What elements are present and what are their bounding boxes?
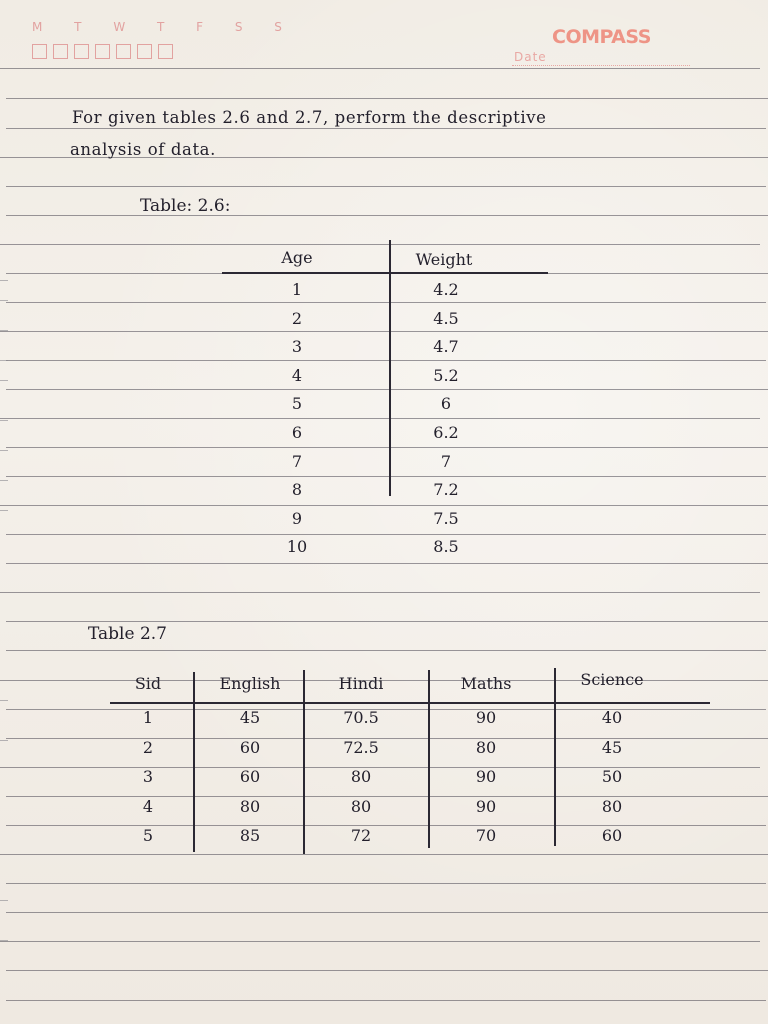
ruled-line: [6, 476, 766, 477]
table-27-header-sid: Sid: [134, 674, 162, 693]
table-27-cell: 3: [142, 767, 154, 786]
table-27-header-english: English: [219, 674, 281, 693]
table-26-weight-cell: 8.5: [433, 537, 459, 557]
table-27-cell: 72: [350, 826, 372, 845]
ruled-line: [6, 215, 768, 216]
table-27-cell: 45: [601, 737, 623, 757]
table-26-weight-cell: 5.2: [433, 365, 459, 385]
table-27-cell: 85: [239, 826, 261, 845]
table-27-cell: 4: [142, 796, 154, 816]
ruled-line: [0, 941, 760, 942]
table-26-divider: [389, 240, 391, 496]
day-box: [95, 44, 110, 59]
table-27-cell: 2: [142, 737, 154, 757]
day-box: [53, 44, 68, 59]
table-27-cell: 80: [350, 796, 372, 816]
margin-tick: [0, 900, 8, 901]
ruled-line: [0, 592, 760, 593]
date-label: Date: [514, 50, 547, 64]
table-27-cell: 80: [350, 767, 372, 786]
table-27-cell: 80: [601, 796, 623, 816]
margin-tick: [0, 940, 8, 941]
table-27-cell: 90: [475, 767, 497, 786]
ruled-line: [6, 186, 766, 187]
table-27-cell: 80: [239, 796, 261, 816]
table-27-header-hindi: Hindi: [338, 674, 384, 693]
question-line-2: analysis of data.: [70, 140, 216, 159]
table-27-cell: 60: [601, 826, 623, 845]
table-26-age-cell: 5: [291, 394, 303, 414]
ruled-line: [6, 1000, 766, 1001]
ruled-line: [6, 447, 768, 448]
ruled-line: [6, 563, 768, 564]
table-27-cell: 45: [239, 708, 261, 727]
question-line-1: For given tables 2.6 and 2.7, perform the descriptive: [72, 108, 547, 127]
brand-logo: COMPASS: [552, 26, 651, 48]
table-27-cell: 72.5: [343, 737, 379, 757]
table-27-header-underline: [110, 702, 710, 704]
ruled-line: [6, 650, 766, 651]
table-26-weight-cell: 6: [440, 394, 452, 414]
table-26-age-cell: 8: [291, 480, 303, 500]
table-27-cell: 5: [142, 826, 154, 845]
ruled-line: [6, 98, 768, 99]
ruled-line: [6, 360, 766, 361]
margin-tick: [0, 280, 8, 281]
ruled-line: [0, 505, 768, 506]
day-box: [158, 44, 173, 59]
ruled-line: [6, 128, 766, 129]
day-box: [74, 44, 89, 59]
ruled-line: [6, 534, 766, 535]
table-26-age-cell: 3: [291, 337, 303, 357]
ruled-line: [6, 912, 768, 913]
table-26-age-cell: 7: [291, 451, 303, 471]
table-26-weight-cell: 7.2: [433, 480, 459, 500]
ruled-line: [6, 389, 768, 390]
table-27-title: Table 2.7: [88, 624, 167, 644]
table-26-weight-cell: 6.2: [433, 423, 459, 442]
table-26-title: Table: 2.6:: [140, 196, 231, 216]
margin-tick: [0, 510, 8, 511]
ruled-line: [6, 302, 766, 303]
ruled-line: [0, 418, 760, 419]
table-27-cell: 90: [475, 708, 497, 727]
ruled-line: [0, 68, 760, 69]
margin-tick: [0, 300, 8, 301]
margin-tick: [0, 360, 8, 361]
table-27-header-maths: Maths: [460, 674, 512, 693]
table-27-header-science: Science: [580, 670, 644, 689]
table-27-divider: [428, 670, 430, 848]
weekday-labels: M T W T F S S: [32, 20, 296, 34]
table-26-weight-cell: 7.5: [433, 508, 459, 528]
ruled-line: [6, 621, 768, 622]
table-27-cell: 80: [475, 737, 497, 757]
margin-tick: [0, 450, 8, 451]
ruled-line: [0, 244, 760, 245]
day-box: [137, 44, 152, 59]
table-27-cell: 60: [239, 767, 261, 786]
margin-tick: [0, 700, 8, 701]
margin-tick: [0, 330, 8, 331]
table-26-weight-cell: 4.7: [433, 337, 459, 357]
table-27-cell: 70: [475, 826, 497, 845]
table-27-cell: 60: [239, 737, 261, 757]
table-26-weight-cell: 7: [440, 451, 452, 471]
table-26-weight-cell: 4.5: [433, 308, 459, 328]
table-27-cell: 40: [601, 708, 623, 727]
table-27-cell: 70.5: [343, 708, 379, 727]
ruled-line: [0, 331, 768, 332]
table-26-age-cell: 10: [286, 537, 308, 557]
day-box: [32, 44, 47, 59]
margin-tick: [0, 420, 8, 421]
table-26-age-cell: 2: [291, 308, 303, 328]
table-27-cell: 50: [601, 767, 623, 786]
margin-tick: [0, 380, 8, 381]
margin-tick: [0, 480, 8, 481]
table-26-age-cell: 6: [291, 423, 303, 442]
table-26-age-cell: 9: [291, 508, 303, 528]
margin-tick: [0, 740, 8, 741]
table-26-age-cell: 4: [291, 365, 303, 385]
table-27-cell: 90: [475, 796, 497, 816]
day-box: [116, 44, 131, 59]
table-27-divider: [303, 670, 305, 854]
table-26-header-weight: Weight: [415, 250, 473, 269]
table-27-divider: [193, 672, 195, 852]
date-field-line: [512, 64, 690, 66]
table-26-header-age: Age: [281, 248, 313, 267]
table-26-age-cell: 1: [291, 280, 303, 299]
table-27-divider: [554, 668, 556, 846]
ruled-line: [0, 854, 768, 855]
ruled-line: [6, 970, 768, 971]
table-27-cell: 1: [142, 708, 154, 727]
table-26-weight-cell: 4.2: [433, 280, 459, 299]
ruled-line: [6, 883, 766, 884]
table-26-header-underline: [222, 272, 548, 274]
weekday-boxes: [32, 44, 173, 59]
